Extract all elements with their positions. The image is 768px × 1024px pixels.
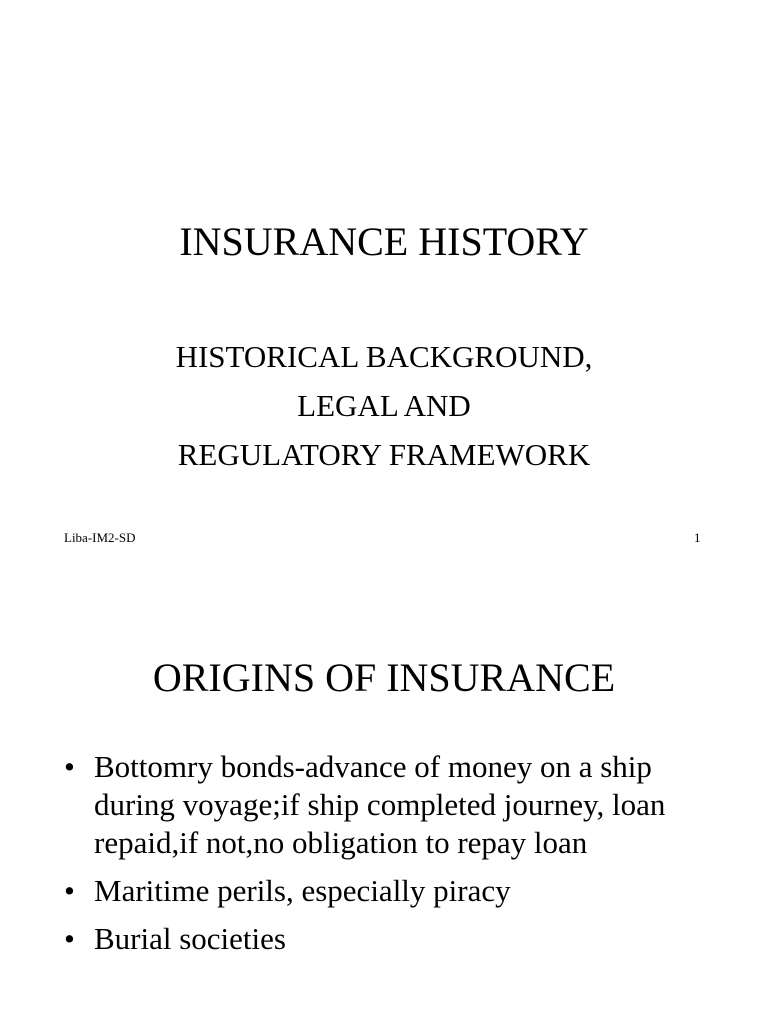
slide-2	[0, 560, 768, 1024]
bullet-text: Burial societies	[94, 921, 286, 956]
bullet-item	[60, 872, 700, 910]
bullet-list	[60, 748, 700, 968]
bullet-item	[60, 920, 700, 958]
page-number: 1	[694, 530, 701, 545]
subtitle-line: HISTORICAL BACKGROUND,	[175, 339, 593, 374]
bullet-text: Maritime perils, especially piracy	[94, 873, 511, 908]
slide-title: INSURANCE HISTORY	[179, 219, 589, 264]
bullet-icon: •	[64, 873, 75, 908]
subtitle-line: LEGAL AND	[297, 388, 471, 423]
bullet-text: Bottomry bonds-advance of money on a ship during voyage;if ship completed journey, loan repaid,if not,no obligation to repay loan	[94, 749, 666, 860]
bullet-item	[60, 748, 700, 862]
subtitle-line: REGULATORY FRAMEWORK	[177, 437, 591, 472]
slide-subtitle	[0, 332, 768, 479]
slide-footer-label: Liba-IM2-SD	[64, 530, 136, 545]
bullet-icon: •	[64, 749, 75, 784]
bullet-icon: •	[64, 921, 75, 956]
slide-title: ORIGINS OF INSURANCE	[152, 655, 616, 700]
